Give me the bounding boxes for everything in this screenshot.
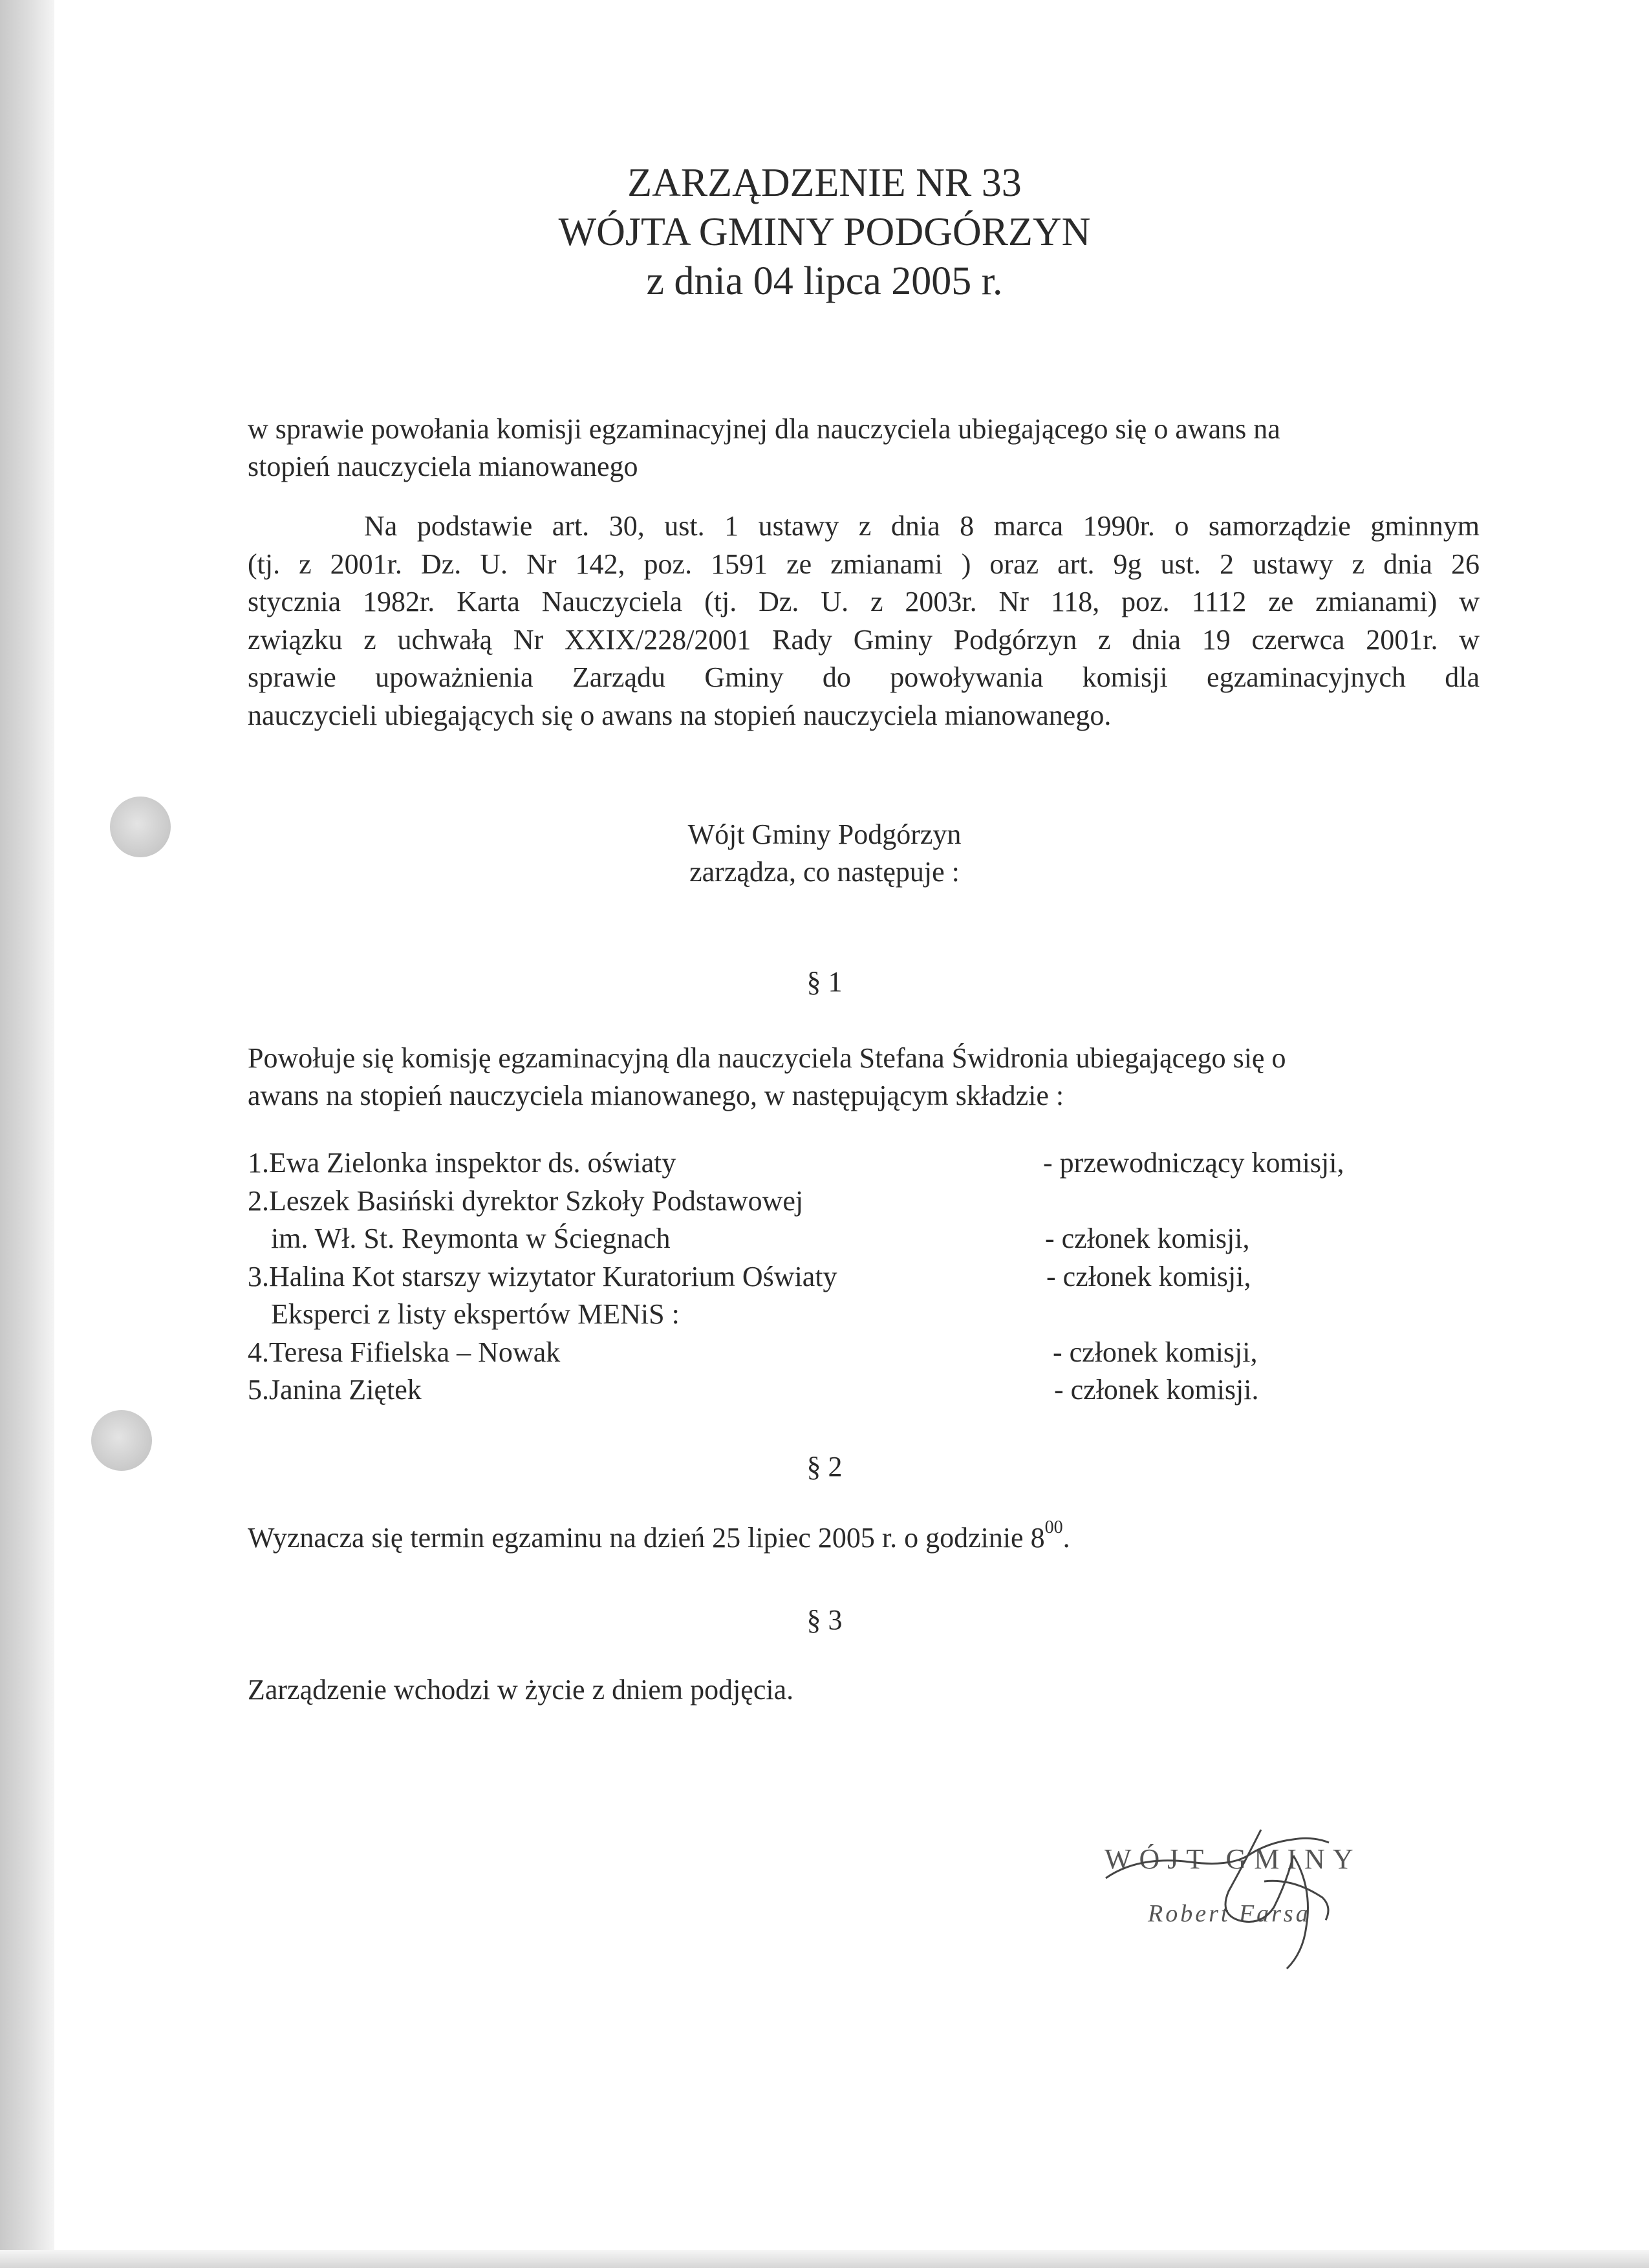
legal-basis-line: związku z uchwałą Nr XXIX/228/2001 Rady Gminy Podgórzyn z dnia 19 czerwca 2001r. w <box>248 623 1480 656</box>
list-item <box>248 1258 1463 1296</box>
legal-basis-line: (tj. z 2001r. Dz. U. Nr 142, poz. 1591 ze zmianami ) oraz art. 9g ust. 2 ustawy z dnia 26 <box>248 548 1480 580</box>
subject <box>248 411 1280 486</box>
member-role: - członek komisji. <box>1054 1374 1259 1406</box>
exam-date-text: Wyznacza się termin egzaminu na dzień 25 lipiec 2005 r. o godzinie 8 <box>248 1522 1045 1554</box>
member-role: - przewodniczący komisji, <box>1043 1147 1344 1179</box>
exam-period: . <box>1062 1522 1070 1554</box>
legal-basis <box>248 508 1480 734</box>
ordering-authority: Wójt Gminy Podgórzyn <box>687 818 962 850</box>
list-item <box>248 1296 1463 1334</box>
section-2-heading: § 2 <box>806 1451 843 1482</box>
subject-line: stopień nauczyciela mianowanego <box>248 451 638 482</box>
document-title: ZARZĄDZENIE NR 33 <box>627 161 1022 205</box>
member-name: 4.Teresa Fifielska – Nowak <box>248 1336 561 1368</box>
stamp-name: Robert Farsa <box>1148 1900 1311 1927</box>
member-role: - członek komisji, <box>1053 1336 1258 1368</box>
section-3-heading: § 3 <box>806 1604 843 1636</box>
stamp-title: WÓJT GMINY <box>1105 1843 1361 1875</box>
list-item <box>248 1334 1463 1372</box>
member-role: - członek komisji, <box>1045 1223 1250 1254</box>
scan-edge-left <box>0 0 54 2268</box>
legal-basis-line: Na podstawie art. 30, ust. 1 ustawy z dnia 8 marca 1990r. o samorządzie gminnym <box>364 510 1480 542</box>
legal-basis-line: nauczycieli ubiegających się o awans na stopień nauczyciela mianowanego. <box>248 699 1112 731</box>
member-role: - członek komisji, <box>1046 1260 1251 1292</box>
document-date: z dnia 04 lipca 2005 r. <box>646 259 1003 303</box>
ordering-phrase: zarządza, co następuje : <box>689 856 960 888</box>
member-name: Eksperci z listy ekspertów MENiS : <box>271 1298 680 1330</box>
scan-edge-bottom <box>0 2250 1649 2268</box>
section-1-body <box>248 1040 1286 1115</box>
section-2-body <box>248 1519 1070 1557</box>
ordering-clause <box>0 816 1649 891</box>
section-1-line: Powołuje się komisję egzaminacyjną dla nauczyciela Stefana Świdronia ubiegającego się o <box>248 1042 1286 1074</box>
member-name: 3.Halina Kot starszy wizytator Kuratorium Oświaty <box>248 1260 837 1292</box>
subject-line: w sprawie powołania komisji egzaminacyjnej dla nauczyciela ubiegającego się o awans na <box>248 413 1280 445</box>
handwritten-signature <box>1099 1817 1397 1985</box>
member-name: 5.Janina Ziętek <box>248 1374 422 1406</box>
signature-stamp <box>1099 1817 1397 1985</box>
list-item <box>248 1371 1463 1409</box>
section-1-line: awans na stopień nauczyciela mianowanego, w następującym składzie : <box>248 1080 1064 1111</box>
commission-members <box>248 1144 1463 1409</box>
document-header <box>0 158 1649 306</box>
document-issuer: WÓJTA GMINY PODGÓRZYN <box>558 210 1091 254</box>
member-name: 1.Ewa Zielonka inspektor ds. oświaty <box>248 1147 676 1179</box>
section-1-heading: § 1 <box>806 966 843 998</box>
section-3-body: Zarządzenie wchodzi w życie z dniem podjęcia. <box>248 1674 794 1706</box>
list-item <box>248 1182 1463 1221</box>
legal-basis-line: sprawie upoważnienia Zarządu Gminy do powoływania komisji egzaminacyjnych dla <box>248 661 1480 693</box>
list-item <box>248 1220 1463 1258</box>
exam-time-minutes: 00 <box>1044 1517 1063 1538</box>
list-item <box>248 1144 1463 1182</box>
legal-basis-line: stycznia 1982r. Karta Nauczyciela (tj. Dz. U. z 2003r. Nr 118, poz. 1112 ze zmianami) w <box>248 586 1480 617</box>
member-name: im. Wł. St. Reymonta w Ściegnach <box>271 1223 671 1254</box>
member-name: 2.Leszek Basiński dyrektor Szkoły Podstawowej <box>248 1184 804 1217</box>
